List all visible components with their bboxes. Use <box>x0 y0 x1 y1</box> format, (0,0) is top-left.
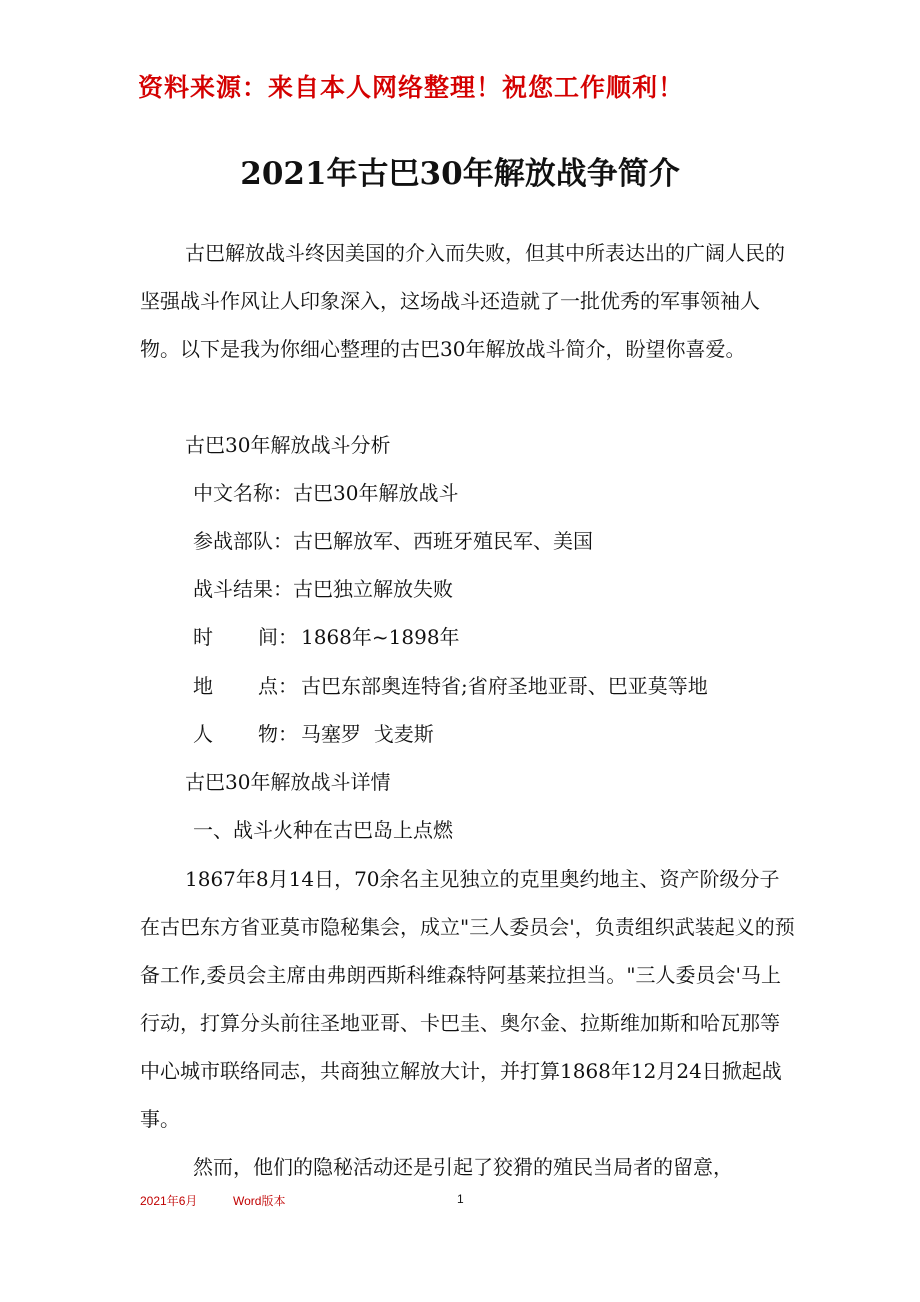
details-heading: 古巴30年解放战斗详情 <box>185 770 391 794</box>
info-participants: 参战部队：古巴解放军、西班牙殖民军、美国 <box>193 529 593 553</box>
body-paragraph-2: 然而，他们的隐秘活动还是引起了狡猾的殖民当局者的留意， <box>193 1155 733 1179</box>
footer-date: 2021年6月 <box>140 1194 198 1208</box>
info-time-label: 时 <box>193 625 213 649</box>
analysis-heading: 古巴30年解放战斗分析 <box>185 433 391 457</box>
source-banner: 资料来源：来自本人网络整理！祝您工作顺利！ <box>138 73 685 102</box>
info-time-value: 1868年~1898年 <box>301 625 460 649</box>
info-place-value: 古巴东部奥连特省;省府圣地亚哥、巴亚莫等地 <box>301 674 708 698</box>
info-people-label: 人 <box>193 722 213 746</box>
info-place-label: 地 <box>193 674 213 698</box>
intro-paragraph: 古巴解放战斗终因美国的介入而失败，但其中所表达出的广阔人民的坚强战斗作风让人印象深入，这场战斗还造就了一批优秀的军事领袖人物。以下是我为你细心整理的古巴30年解放战斗简介，盼望你喜爱。 <box>140 241 785 361</box>
info-time-label-2: 间： <box>258 625 298 649</box>
page-number: 1 <box>457 1192 464 1206</box>
document-title: 2021年古巴30年解放战争简介 <box>240 156 680 192</box>
info-chinese-name: 中文名称：古巴30年解放战斗 <box>193 481 459 505</box>
section-1-heading: 一、战斗火种在古巴岛上点燃 <box>193 818 453 842</box>
info-place-label-2: 点： <box>258 674 298 698</box>
info-people-label-2: 物： <box>258 722 298 746</box>
body-paragraph-1: 1867年8月14日，70余名主见独立的克里奥约地主、资产阶级分子在古巴东方省亚莫市隐秘集会，成立"三人委员会'，负责组织武装起义的预备工作,委员会主席由弗朗西斯科维森特阿基莱拉担当。"三人委员会'马上行动，打算分头前往圣地亚哥、卡巴圭、奥尔金、拉斯维加斯和哈瓦那等中心城市联络同志，共商独立解放大计，并打算1868年12月24日掀起战事。 <box>140 867 795 1131</box>
info-result: 战斗结果：古巴独立解放失败 <box>193 577 453 601</box>
footer-version: Word版本 <box>233 1194 286 1208</box>
info-people-value: 马塞罗 戈麦斯 <box>301 722 434 746</box>
